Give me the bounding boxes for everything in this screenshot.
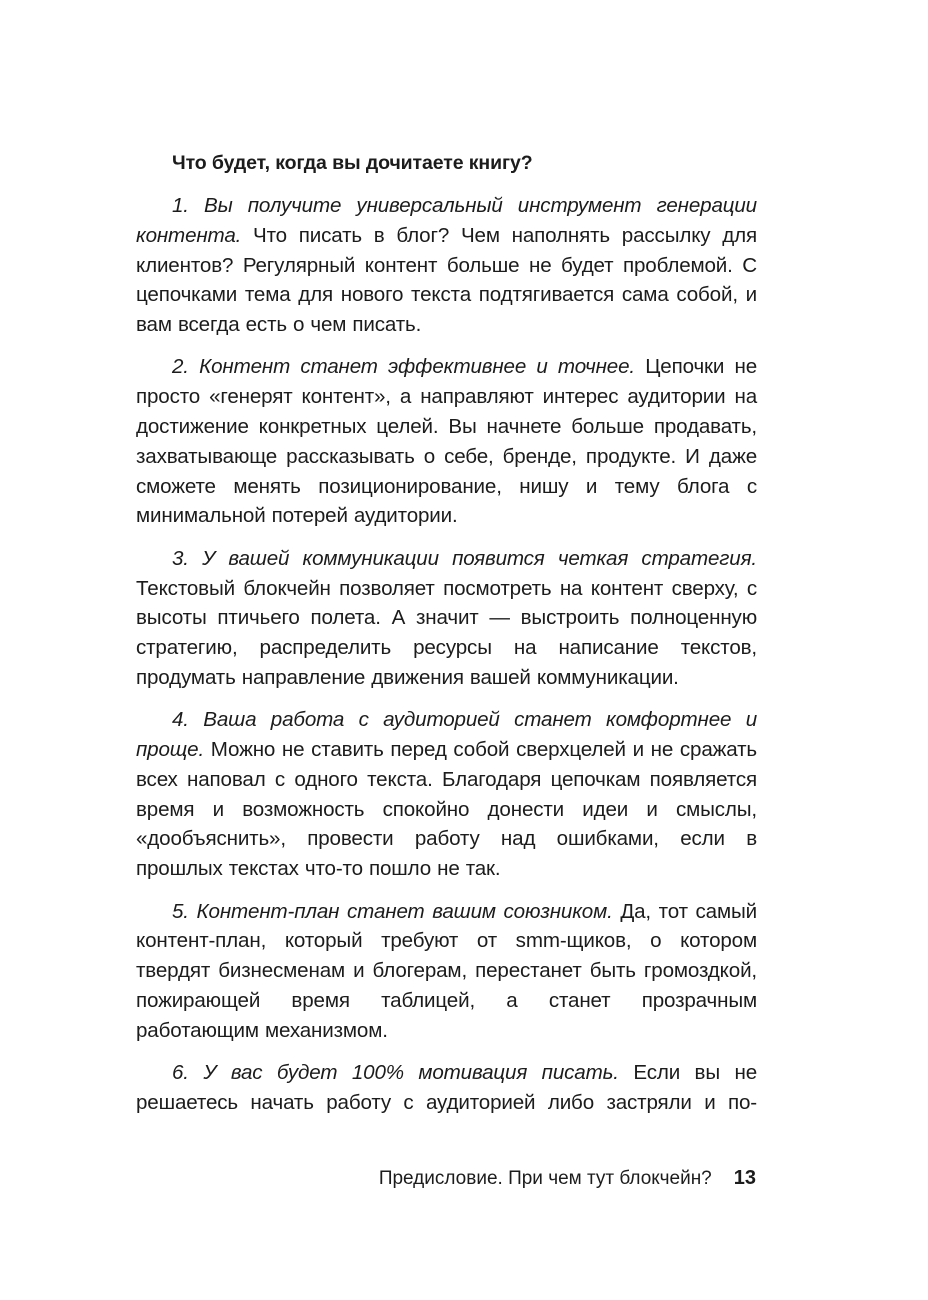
paragraph-lead: 5. Контент-план станет вашим союзником. (172, 899, 613, 923)
page-number: 13 (733, 1167, 756, 1189)
paragraph-lead: 6. У вас будет 100% мотивация писать. (172, 1061, 619, 1085)
paragraph-text: Можно не ставить перед собой сверхцелей и не сражать всех наповал с одного текста. Благодаря цепочкам появляется время и возможность спокойно донести идеи и смыслы, «дообъяснить», провести работу над ошибками, если в прошлых текстах что-то пошло не так. (136, 738, 757, 881)
page-body (136, 148, 757, 1130)
paragraph-3 (136, 544, 757, 693)
paragraph-lead: 1. Вы получите универсальный инструмент генерации контента. (136, 194, 757, 247)
section-heading: Что будет, когда вы дочитаете книгу? (172, 152, 533, 174)
paragraph-text: Текстовый блокчейн позволяет посмотреть на контент сверху, с высоты птичьего полета. А значит — выстроить полноценную стратегию, распределить ресурсы на написание текстов, продумать направление движения вашей коммуникации. (136, 576, 757, 689)
running-title: Предисловие. При чем тут блокчейн? (378, 1168, 712, 1189)
paragraph-5 (136, 897, 757, 1046)
paragraph-text: Если вы не решаетесь начать работу с аудиторией либо застряли и по- (136, 1061, 757, 1114)
paragraph-6 (136, 1058, 757, 1118)
paragraph-lead: 3. У вашей коммуникации появится четкая стратегия. (172, 546, 757, 570)
paragraph-lead: 4. Ваша работа с аудиторией станет комфортнее и проще. (136, 708, 757, 762)
paragraph-2 (136, 352, 757, 531)
paragraph-4 (136, 705, 757, 884)
paragraph-text: Да, тот самый контент-план, который требуют от smm-щиков, о котором твердят бизнесменам и блогерам, перестанет быть громоздкой, пожирающей время таблицей, а станет прозрачным работающим механизмом. (136, 899, 757, 1042)
page-footer (379, 1163, 756, 1194)
paragraph-lead: 2. Контент станет эффективнее и точнее. (172, 355, 635, 379)
paragraph-text: Цепочки не просто «генерят контент», а направляют интерес аудитории на достижение конкретных целей. Вы начнете больше продавать, захватывающе рассказывать о себе, бренде, продукте. И даже сможете менять позиционирование, нишу и тему блога с минимальной потерей аудитории. (136, 355, 758, 528)
paragraph-text: Что писать в блог? Чем наполнять рассылку для клиентов? Регулярный контент больше не будет проблемой. С цепочками тема для нового текста подтягивается сама собой, и вам всегда есть о чем писать. (136, 223, 757, 337)
paragraph-1 (136, 191, 757, 340)
